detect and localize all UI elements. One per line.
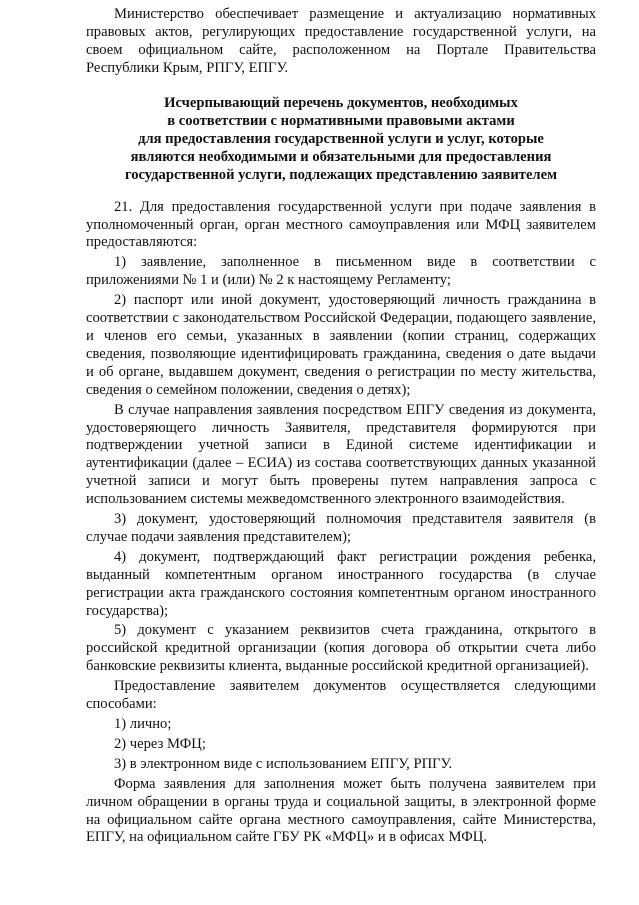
heading-line: для предоставления государственной услуги и услуг, которые — [138, 131, 544, 148]
method-item-3: 3) в электронном виде с использованием ЕПГУ, РПГУ. — [114, 755, 453, 772]
heading-line: государственной услуги, подлежащих представлению заявителем — [124, 167, 558, 184]
list-item-3: 3) документ, удостоверяющий полномочия представителя заявителя (в случае подачи заявления представителем); — [86, 511, 596, 545]
document-page — [86, 6, 596, 847]
method-item-1: 1) лично; — [114, 716, 172, 733]
heading-line: являются необходимыми и обязательными для предоставления — [130, 149, 552, 166]
list-item-2: 2) паспорт или иной документ, удостоверяющий личность гражданина в соответствии с законодательством Российской Федерации, подающего заявление, и членов его семьи, указанных в заявлении (копии страниц, содержащих сведения, позволяющие идентифицировать гражданина, сведения о дате выдачи и об органе, выдавшем документ, сведения о регистрации по месту жительства, сведения о семейном положении, сведения о детях); — [86, 292, 596, 398]
epgu-note-paragraph: В случае направления заявления посредством ЕПГУ сведения из документа, удостоверяющего личность Заявителя, представителя формируются при подтверждении учетной записи в Единой системе идентификации и аутентификации (далее – ЕСИА) из состава соответствующих данных указанной учетной записи и могут быть проверены путем направления запроса с использованием системы межведомственного электронного взаимодействия. — [86, 401, 596, 508]
heading-line: Исчерпывающий перечень документов, необходимых — [164, 94, 518, 111]
list-item-4: 4) документ, подтверждающий факт регистрации рождения ребенка, выданный компетентным органом иностранного государства (в случае регистрации акта гражданского состояния компетентным органом иностранного государства); — [86, 548, 596, 619]
method-item-2: 2) через МФЦ; — [114, 735, 206, 752]
methods-intro-paragraph: Предоставление заявителем документов осуществляется следующими способами: — [86, 678, 596, 713]
section-heading — [86, 94, 596, 185]
list-item-1: 1) заявление, заполненное в письменном виде в соответствии с приложениями № 1 и (или) № 2 к настоящему Регламенту; — [86, 254, 596, 289]
heading-line: в соответствии с нормативными правовыми актами — [167, 112, 515, 129]
form-note-paragraph: Форма заявления для заполнения может быть получена заявителем при личном обращении в органы труда и социальной защиты, в электронной форме на официальном сайте органа местного самоуправления, сайте Министерства, ЕПГУ, на официальном сайте ГБУ РК «МФЦ» и в офисах МФЦ. — [86, 775, 596, 846]
list-item-5: 5) документ с указанием реквизитов счета гражданина, открытого в российской кредитной организации (копия договора об открытии счета либо банковские реквизиты клиента, выданные российской кредитной организацией). — [86, 622, 596, 675]
paragraph-21: 21. Для предоставления государственной услуги при подаче заявления в уполномоченный орган, орган местного самоуправления или МФЦ заявителем предоставляются: — [86, 198, 596, 251]
intro-paragraph: Министерство обеспечивает размещение и актуализацию нормативных правовых актов, регулирующих предоставление государственной услуги, на своем официальном сайте, расположенном на Портале Правительства Республики Крым, РПГУ, ЕПГУ. — [86, 6, 596, 76]
